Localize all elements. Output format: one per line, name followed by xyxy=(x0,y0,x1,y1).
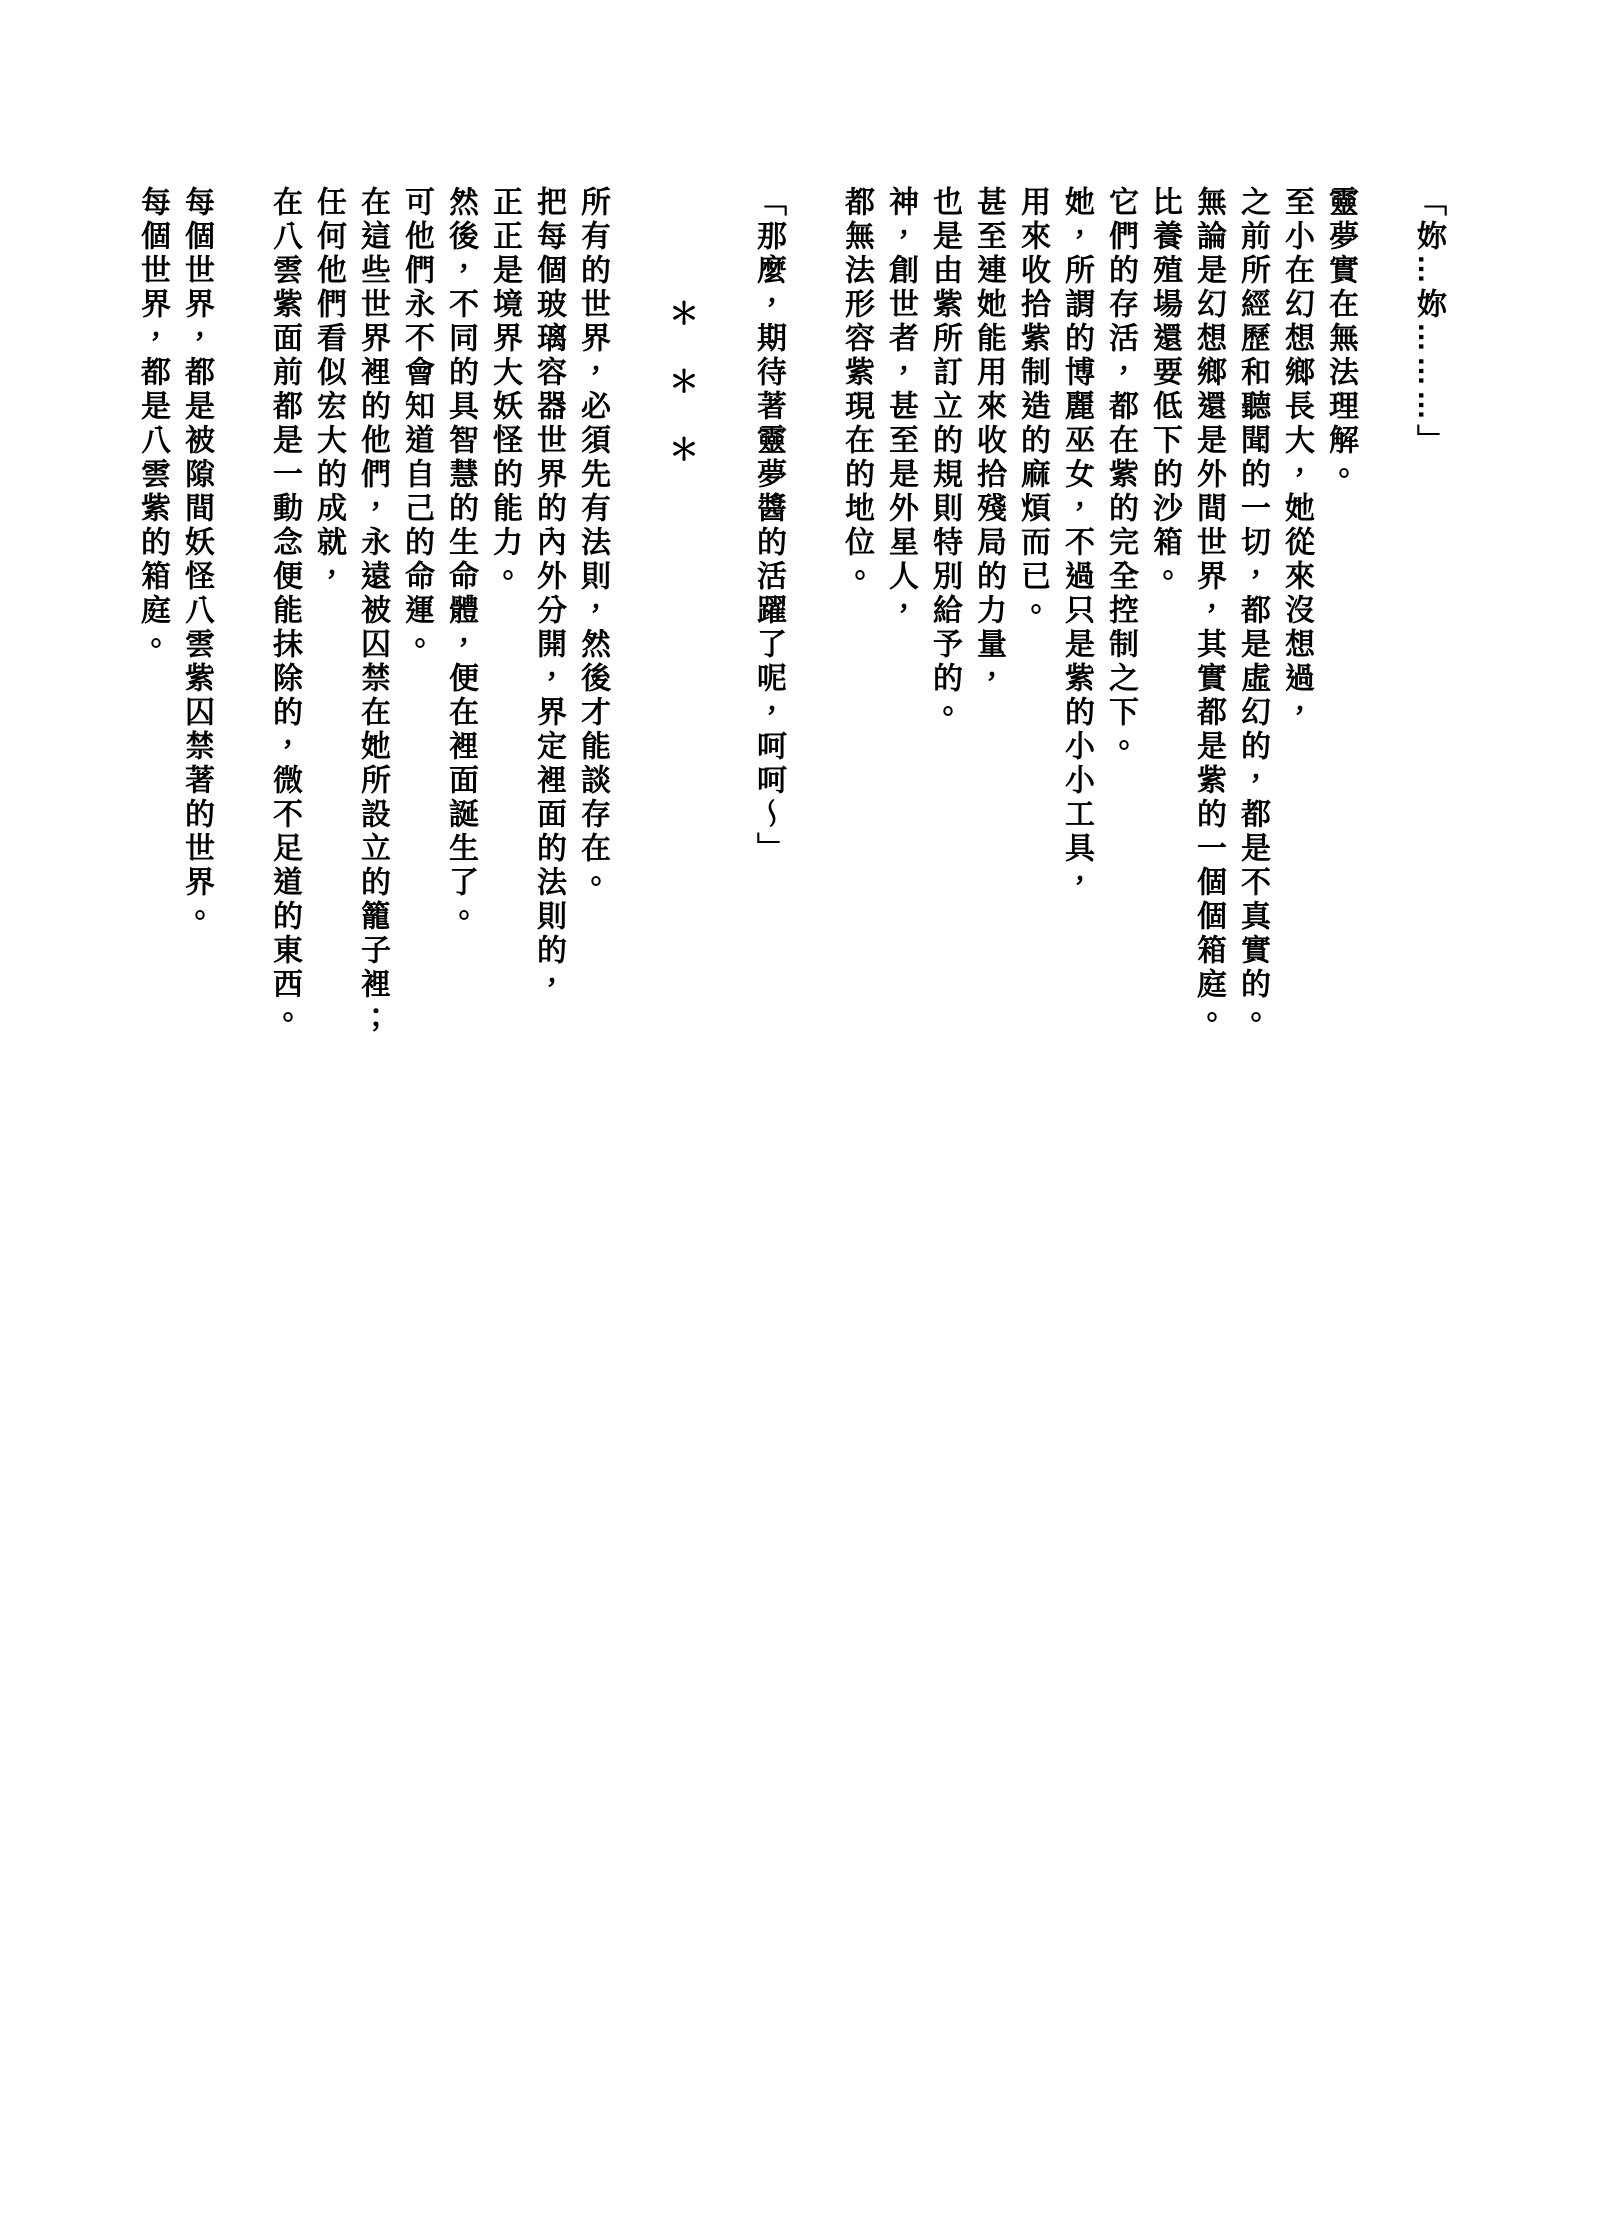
narration-line: 每個世界，都是八雲紫的箱庭。 xyxy=(136,186,169,662)
narration-line: 所有的世界，必須先有法則，然後才能談存在。 xyxy=(576,186,609,900)
narration-line: 無論是幻想鄉還是外間世界，其實都是紫的一個個箱庭。 xyxy=(1192,186,1225,1036)
vertical-text-area xyxy=(130,186,1450,1146)
narration-line: 都無法形容紫現在的地位。 xyxy=(840,186,873,594)
narration-line: 在這些世界裡的他們，永遠被囚禁在她所設立的籠子裡； xyxy=(356,186,389,1036)
narration-line: 可他們永不會知道自己的命運。 xyxy=(400,186,433,662)
narration-line: 正正是境界大妖怪的能力。 xyxy=(488,186,521,594)
narration-line: 甚至連她能用來收拾殘局的力量， xyxy=(972,186,1005,696)
narration-line: 也是由紫所訂立的規則特別給予的。 xyxy=(928,186,961,730)
column-gap xyxy=(790,186,834,187)
narration-line: 它們的存活，都在紫的完全控制之下。 xyxy=(1104,186,1137,764)
narration-line: 至小在幻想鄉長大，她從來沒想過， xyxy=(1280,186,1313,730)
narration-line: 然後，不同的具智慧的生命體，便在裡面誕生了。 xyxy=(444,186,477,934)
section-separator: ＊ ＊ ＊ xyxy=(664,298,697,468)
narration-line: 每個世界，都是被隙間妖怪八雲紫囚禁著的世界。 xyxy=(180,186,213,934)
column-gap xyxy=(218,186,262,187)
narration-line: 任何他們看似宏大的成就， xyxy=(312,186,345,594)
column-gap xyxy=(614,186,658,187)
narration-line: 她，所謂的博麗巫女，不過只是紫的小小工具， xyxy=(1060,186,1093,900)
dialogue-line: 「那麼，期待著靈夢醬的活躍了呢，呵呵～」 xyxy=(752,186,785,866)
narration-line: 靈夢實在無法理解。 xyxy=(1324,186,1357,492)
narration-line: 之前所經歷和聽聞的一切，都是虛幻的，都是不真實的。 xyxy=(1236,186,1269,1036)
column-gap xyxy=(702,186,746,187)
column-gap xyxy=(1362,186,1406,187)
dialogue-line: 「妳…妳………」 xyxy=(1412,186,1445,458)
narration-line: 神，創世者，甚至是外星人， xyxy=(884,186,917,628)
narration-line: 在八雲紫面前都是一動念便能抹除的，微不足道的東西。 xyxy=(268,186,301,1036)
narration-line: 比養殖場還要低下的沙箱。 xyxy=(1148,186,1181,594)
narration-line: 把每個玻璃容器世界的內外分開，界定裡面的法則的， xyxy=(532,186,565,1002)
narration-line: 用來收拾紫制造的麻煩而已。 xyxy=(1016,186,1049,628)
